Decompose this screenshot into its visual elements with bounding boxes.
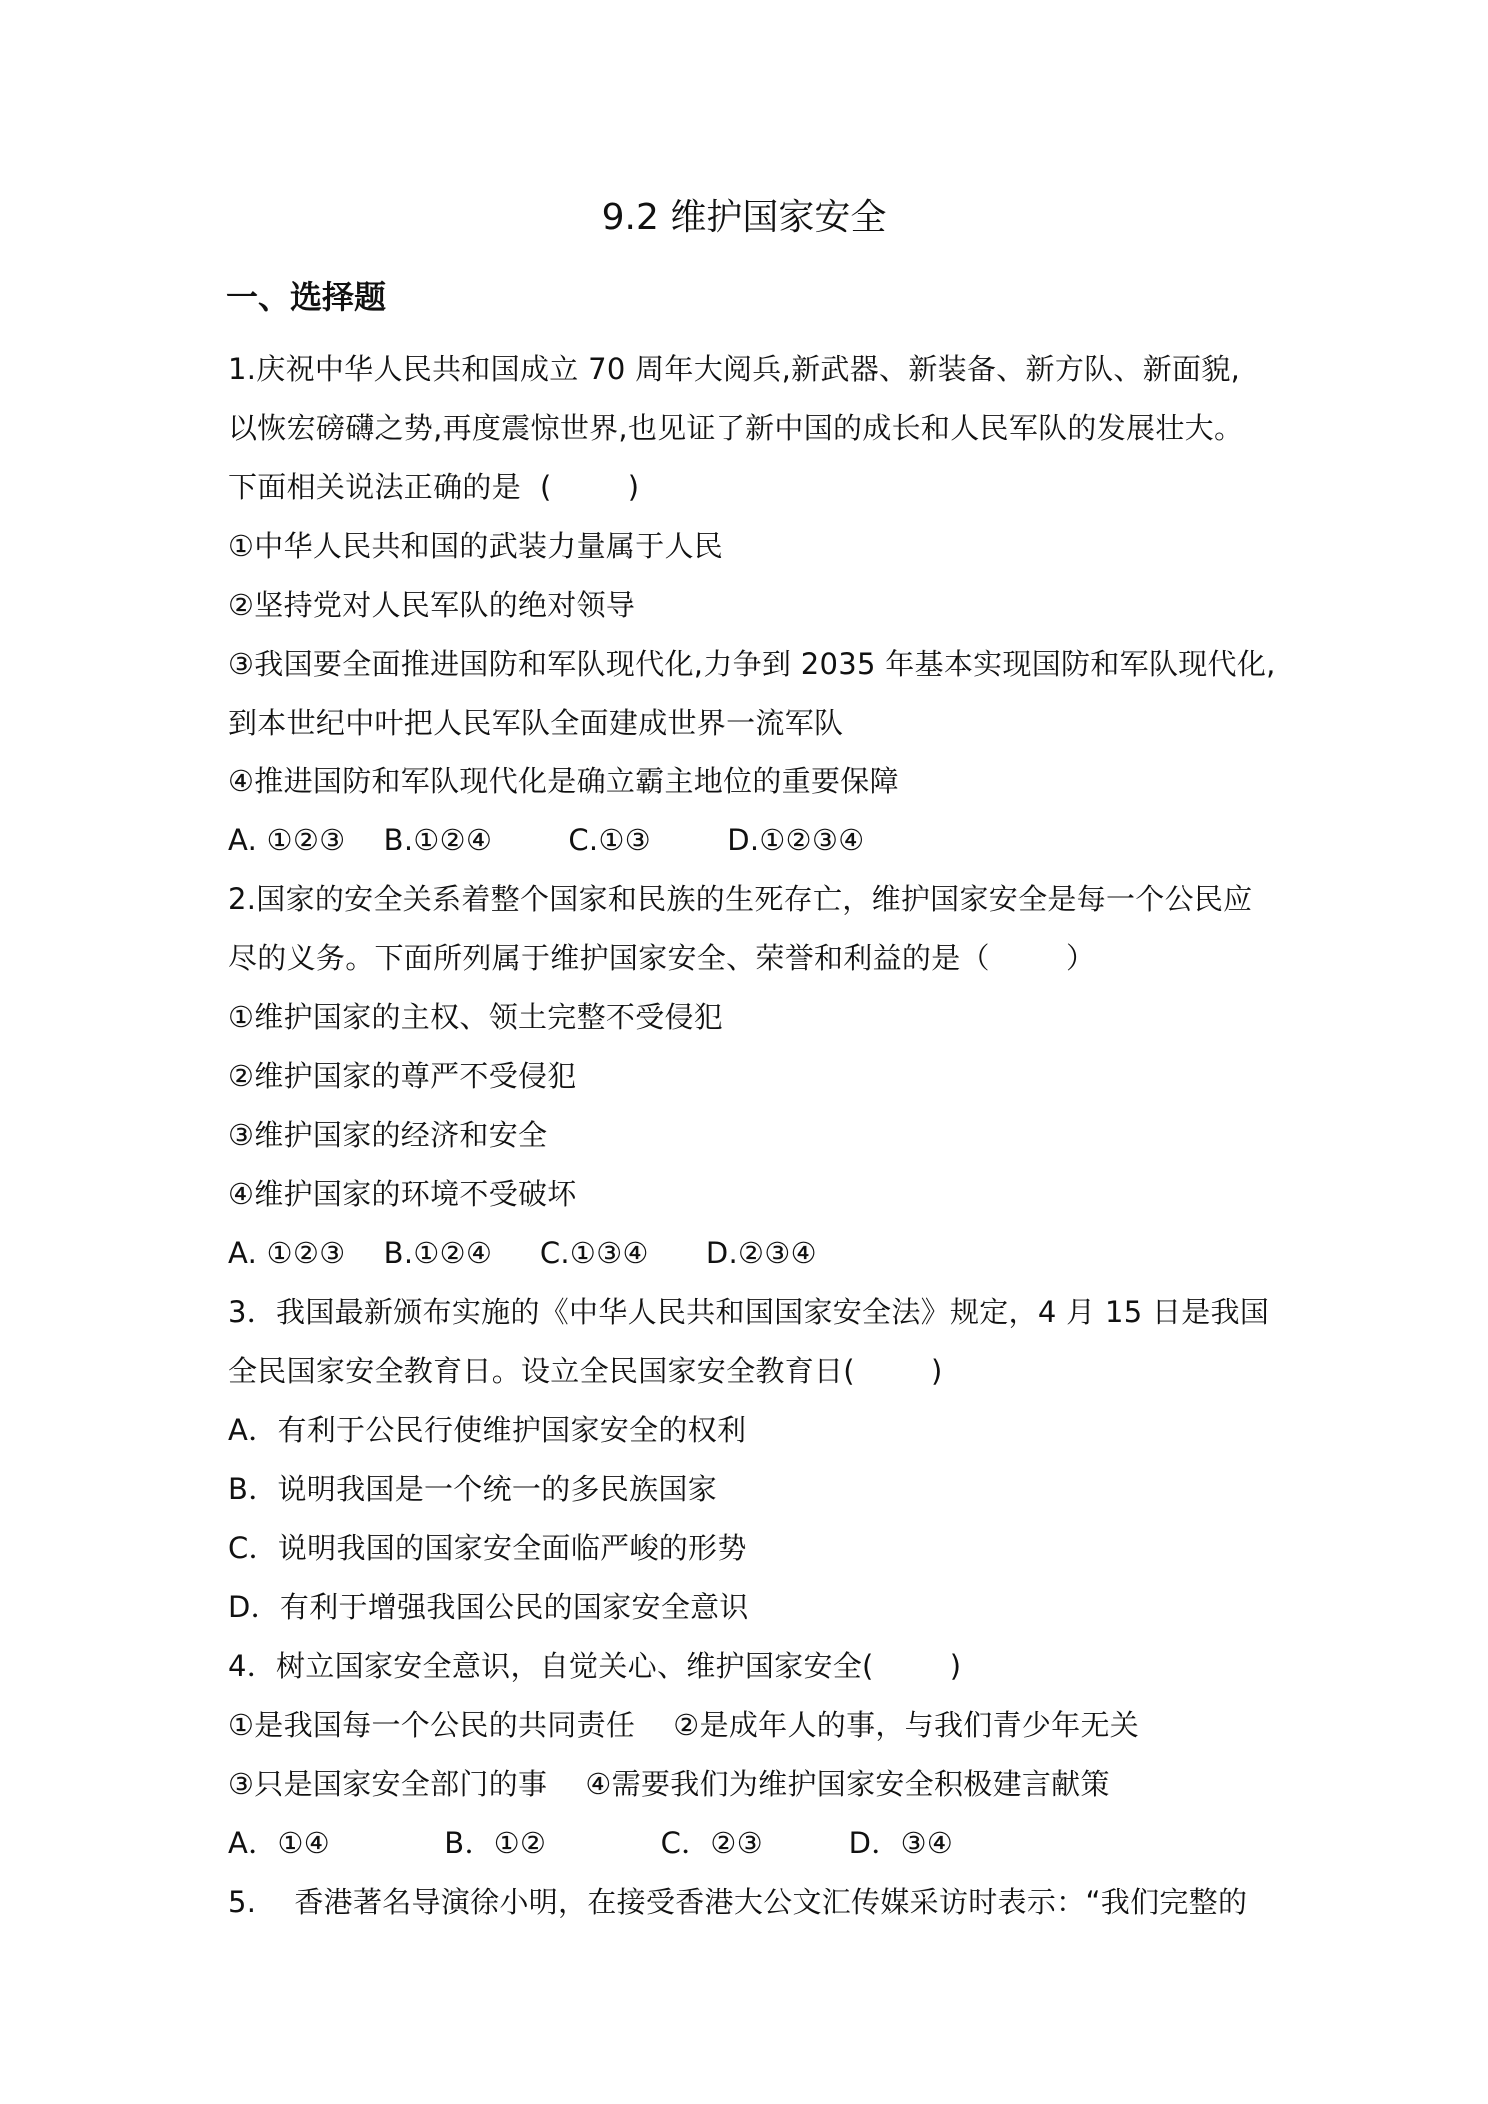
text-line: ③我国要全面推进国防和军队现代化,力争到 2035 年基本实现国防和军队现代化, <box>228 647 1276 681</box>
text-line: 4．树立国家安全意识，自觉关心、维护国家安全( ) <box>228 1649 962 1683</box>
answer-options: A．①④ B．①② C．②③ D．③④ <box>228 1826 954 1860</box>
section-heading: 一、选择题 <box>226 278 387 316</box>
answer-option: D．有利于增强我国公民的国家安全意识 <box>228 1590 749 1624</box>
text-line: 1.庆祝中华人民共和国成立 70 周年大阅兵,新武器、新装备、新方队、新面貌, <box>228 352 1241 386</box>
answer-options: A. ①②③ B.①②④ C.①③ D.①②③④ <box>228 823 865 857</box>
text-line: ②坚持党对人民军队的绝对领导 <box>228 588 636 622</box>
text-line: 全民国家安全教育日。设立全民国家安全教育日( ) <box>228 1354 943 1388</box>
text-line: ①是我国每一个公民的共同责任 ②是成年人的事，与我们青少年无关 <box>228 1708 1140 1742</box>
document-title: 9.2 维护国家安全 <box>601 197 887 238</box>
text-line: ③维护国家的经济和安全 <box>228 1118 548 1152</box>
answer-options: A. ①②③ B.①②④ C.①③④ D.②③④ <box>228 1236 817 1270</box>
text-line: ①维护国家的主权、领土完整不受侵犯 <box>228 1000 724 1034</box>
text-line: 5. 香港著名导演徐小明，在接受香港大公文汇传媒采访时表示：“我们完整的 <box>228 1885 1248 1919</box>
text-line: ④推进国防和军队现代化是确立霸主地位的重要保障 <box>228 764 899 798</box>
text-line: ④维护国家的环境不受破坏 <box>228 1177 577 1211</box>
text-line: 下面相关说法正确的是 ( ) <box>228 470 640 504</box>
text-line: ①中华人民共和国的武装力量属于人民 <box>228 529 724 563</box>
text-line: 2.国家的安全关系着整个国家和民族的生死存亡，维护国家安全是每一个公民应 <box>228 882 1253 916</box>
answer-option: C．说明我国的国家安全面临严峻的形势 <box>228 1531 747 1565</box>
text-line: 以恢宏磅礴之势,再度震惊世界,也见证了新中国的成长和人民军队的发展壮大。 <box>228 411 1244 445</box>
text-line: ③只是国家安全部门的事 ④需要我们为维护国家安全积极建言献策 <box>228 1767 1110 1801</box>
answer-option: B．说明我国是一个统一的多民族国家 <box>228 1472 717 1506</box>
answer-option: A．有利于公民行使维护国家安全的权利 <box>228 1413 747 1447</box>
text-line: 到本世纪中叶把人民军队全面建成世界一流军队 <box>228 706 844 740</box>
text-line: ②维护国家的尊严不受侵犯 <box>228 1059 577 1093</box>
text-line: 3．我国最新颁布实施的《中华人民共和国国家安全法》规定，4 月 15 日是我国 <box>228 1295 1270 1329</box>
text-line: 尽的义务。下面所列属于维护国家安全、荣誉和利益的是（ ） <box>228 941 1096 975</box>
